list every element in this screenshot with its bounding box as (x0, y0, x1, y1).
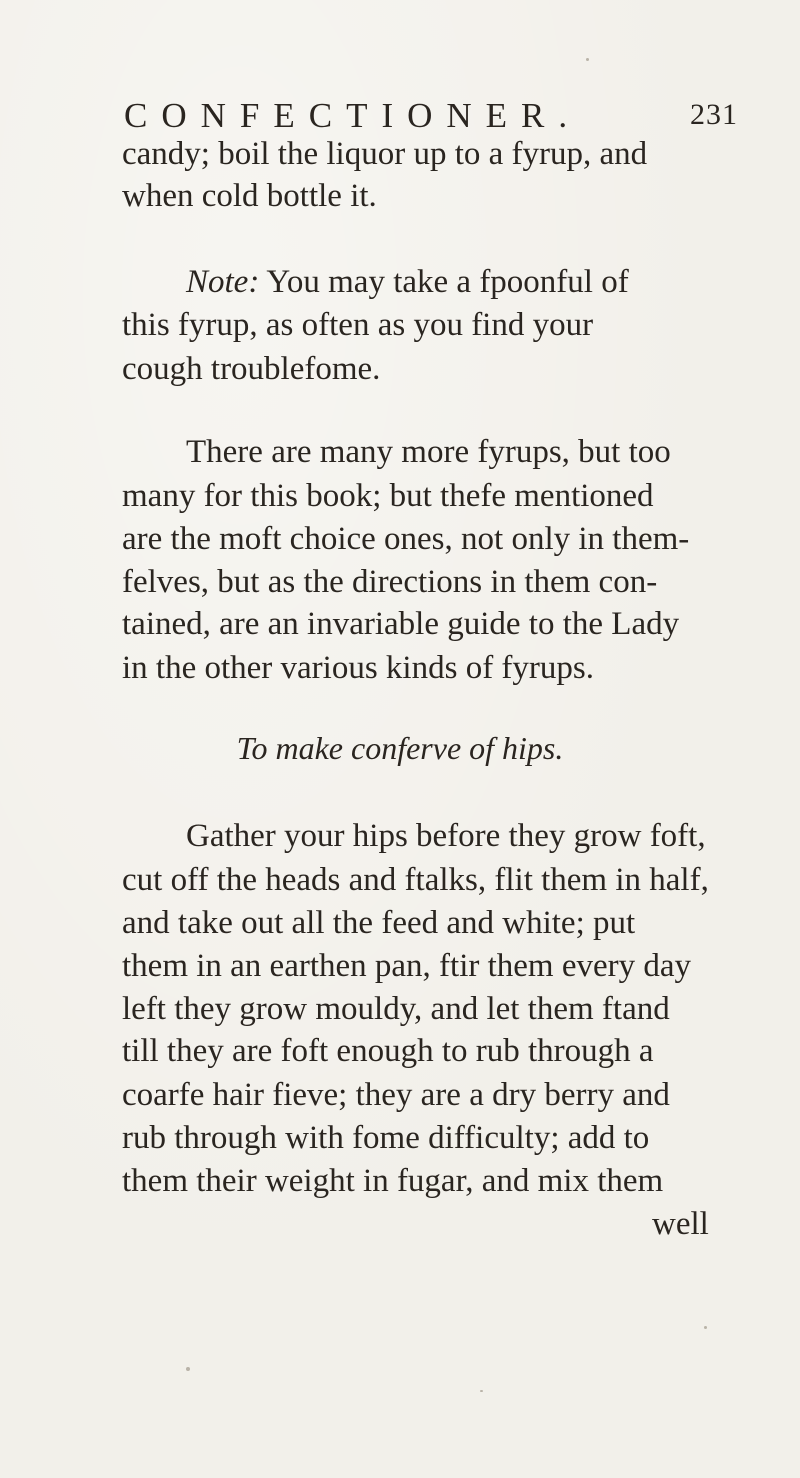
paper-speck (704, 1326, 707, 1329)
note-line (186, 262, 629, 302)
text-line: and take out all the feed and white; put (122, 905, 636, 941)
text-line: many for this book; but thefe mentioned (122, 478, 654, 514)
text-line: them their weight in fugar, and mix them (122, 1163, 664, 1199)
note-label: Note: (186, 264, 260, 300)
page-number: 231 (690, 98, 738, 131)
text-line: coarfe hair fieve; they are a dry berry and (122, 1077, 670, 1113)
running-head-title: CONFECTIONER. (124, 96, 582, 135)
catchword: well (652, 1206, 709, 1242)
section-heading: To make conferve of hips. (236, 730, 564, 766)
text-line: candy; boil the liquor up to a fyrup, and (122, 136, 648, 172)
text-line: cut off the heads and ftalks, flit them in half, (122, 862, 709, 898)
text-line: are the moft choice ones, not only in them- (122, 521, 690, 557)
paper-speck (186, 1367, 190, 1371)
running-head (124, 96, 738, 136)
text-line: felves, but as the directions in them con- (122, 564, 658, 600)
paper-speck (480, 1390, 483, 1392)
text-line: cough troublefome. (122, 351, 381, 387)
text-line: Gather your hips before they grow foft, (186, 818, 706, 854)
text-line: them in an earthen pan, ftir them every day (122, 948, 692, 984)
text-line: There are many more fyrups, but too (186, 434, 671, 470)
text-line: tained, are an invariable guide to the Lady (122, 606, 680, 642)
text-line: when cold bottle it. (122, 178, 377, 214)
paper-speck (586, 58, 589, 61)
text-line: left they grow mouldy, and let them ftand (122, 991, 670, 1027)
text-line: rub through with fome difficulty; add to (122, 1120, 650, 1156)
text-line: this fyrup, as often as you find your (122, 307, 594, 343)
text-line: in the other various kinds of fyrups. (122, 650, 595, 686)
text-line: till they are foft enough to rub through a (122, 1033, 654, 1069)
note-text: You may take a fpoonful of (266, 264, 629, 300)
